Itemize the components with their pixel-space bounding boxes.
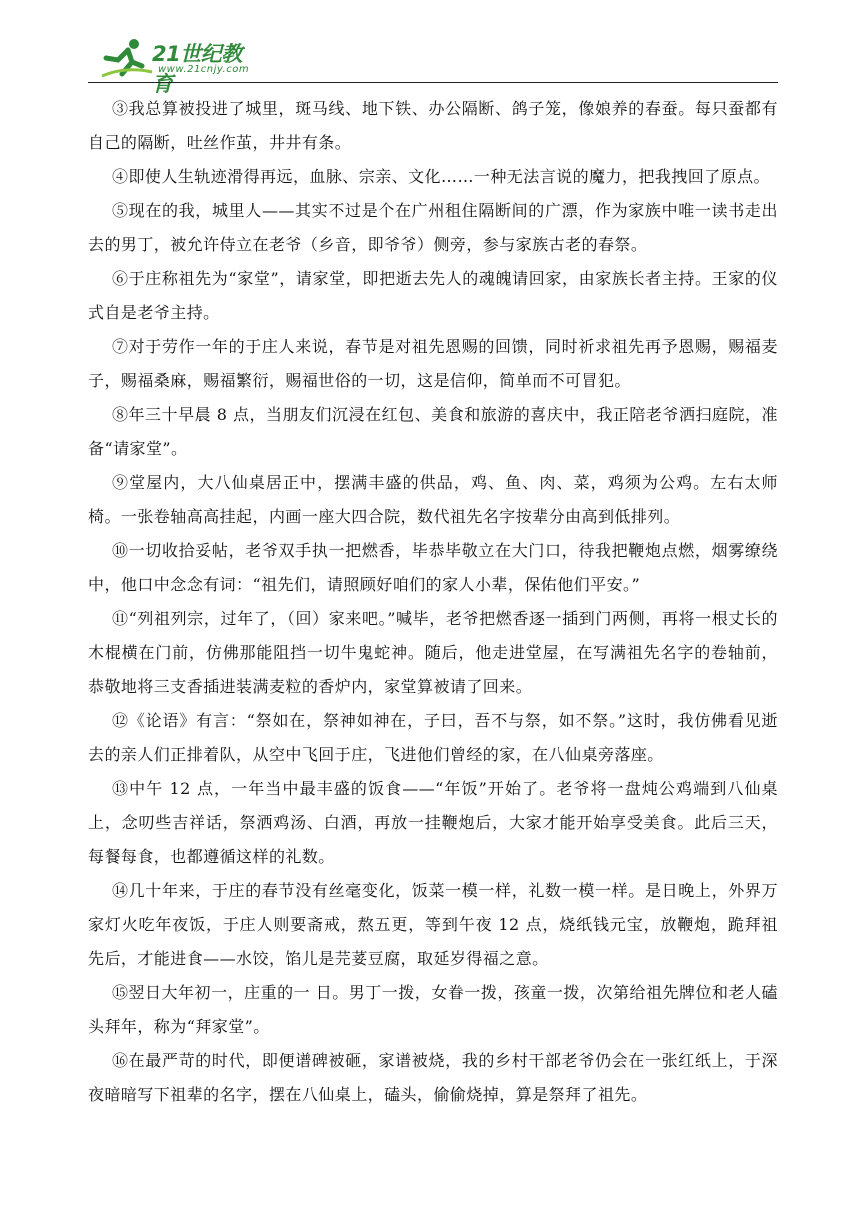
running-figure-icon bbox=[98, 36, 154, 80]
paragraph-14: ⑭几十年来，于庄的春节没有丝毫变化，饭菜一模一样，礼数一模一样。是日晚上，外界万家灯火吃年夜饭，于庄人则要斋戒，熬五更，等到午夜 12 点，烧纸钱元宝，放鞭炮，跪拜祖先后，才能进食——水饺，馅儿是芫荽豆腐，取延岁得福之意。 bbox=[88, 881, 778, 968]
article-body bbox=[88, 92, 778, 1112]
paragraph-7: ⑦对于劳作一年的于庄人来说，春节是对祖先恩赐的回馈，同时祈求祖先再予恩赐，赐福麦子，赐福桑麻，赐福繁衍，赐福世俗的一切，这是信仰，简单而不可冒犯。 bbox=[88, 337, 778, 390]
logo-url: www.21cnjy.com bbox=[158, 64, 250, 75]
paragraph-3: ③我总算被投进了城里，斑马线、地下铁、办公隔断、鸽子笼，像娘养的春蚕。每只蚕都有自己的隔断，吐丝作茧，井井有条。 bbox=[88, 99, 778, 152]
paragraph-13: ⑬中午 12 点，一年当中最丰盛的饭食——“年饭”开始了。老爷将一盘炖公鸡端到八仙桌上，念叨些吉祥话，祭洒鸡汤、白酒，再放一挂鞭炮后，大家才能开始享受美食。此后三天，每餐每食，也都遵循这样的礼数。 bbox=[88, 779, 778, 866]
logo bbox=[98, 36, 258, 96]
paragraph-15: ⑮翌日大年初一，庄重的一 日。男丁一拨，女眷一拨，孩童一拨，次第给祖先牌位和老人磕头拜年，称为“拜家堂”。 bbox=[88, 983, 778, 1036]
paragraph-10: ⑩一切收拾妥帖，老爷双手执一把燃香，毕恭毕敬立在大门口，待我把鞭炮点燃，烟雾缭绕中，他口中念念有词：“祖先们，请照顾好咱们的家人小辈，保佑他们平安。” bbox=[88, 541, 778, 594]
paragraph-12: ⑫《论语》有言：“祭如在，祭神如神在，子曰，吾不与祭，如不祭。”这时，我仿佛看见逝去的亲人们正排着队，从空中飞回于庄，飞进他们曾经的家，在八仙桌旁落座。 bbox=[88, 711, 778, 764]
paragraph-16: ⑯在最严苛的时代，即便谱碑被砸，家谱被烧，我的乡村干部老爷仍会在一张红纸上，于深夜暗暗写下祖辈的名字，摆在八仙桌上，磕头，偷偷烧掉，算是祭拜了祖先。 bbox=[88, 1051, 778, 1104]
paragraph-8: ⑧年三十早晨 8 点，当朋友们沉浸在红包、美食和旅游的喜庆中，我正陪老爷洒扫庭院，准备“请家堂”。 bbox=[88, 405, 778, 458]
paragraph-4: ④即使人生轨迹滑得再远，血脉、宗亲、文化……一种无法言说的魔力，把我拽回了原点。 bbox=[112, 167, 771, 186]
paragraph-9: ⑨堂屋内，大八仙桌居正中，摆满丰盛的供品，鸡、鱼、肉、菜，鸡须为公鸡。左右太师椅。一张卷轴高高挂起，内画一座大四合院，数代祖先名字按辈分由高到低排列。 bbox=[88, 473, 778, 526]
header-divider bbox=[88, 82, 778, 83]
logo-text: 21世纪教育 bbox=[152, 42, 242, 96]
page-header bbox=[88, 34, 778, 96]
paragraph-11: ⑪“列祖列宗，过年了，（回）家来吧。”喊毕，老爷把燃香逐一插到门两侧，再将一根丈长的木棍横在门前，仿佛那能阻挡一切牛鬼蛇神。随后，他走进堂屋，在写满祖先名字的卷轴前，恭敬地将三支香插进装满麦粒的香炉内，家堂算被请了回来。 bbox=[88, 609, 778, 696]
paragraph-6: ⑥于庄称祖先为“家堂”，请家堂，即把逝去先人的魂魄请回家，由家族长者主持。王家的仪式自是老爷主持。 bbox=[88, 269, 778, 322]
paragraph-5: ⑤现在的我，城里人——其实不过是个在广州租住隔断间的广漂，作为家族中唯一读书走出去的男丁，被允许侍立在老爷（乡音，即爷爷）侧旁，参与家族古老的春祭。 bbox=[88, 201, 778, 254]
